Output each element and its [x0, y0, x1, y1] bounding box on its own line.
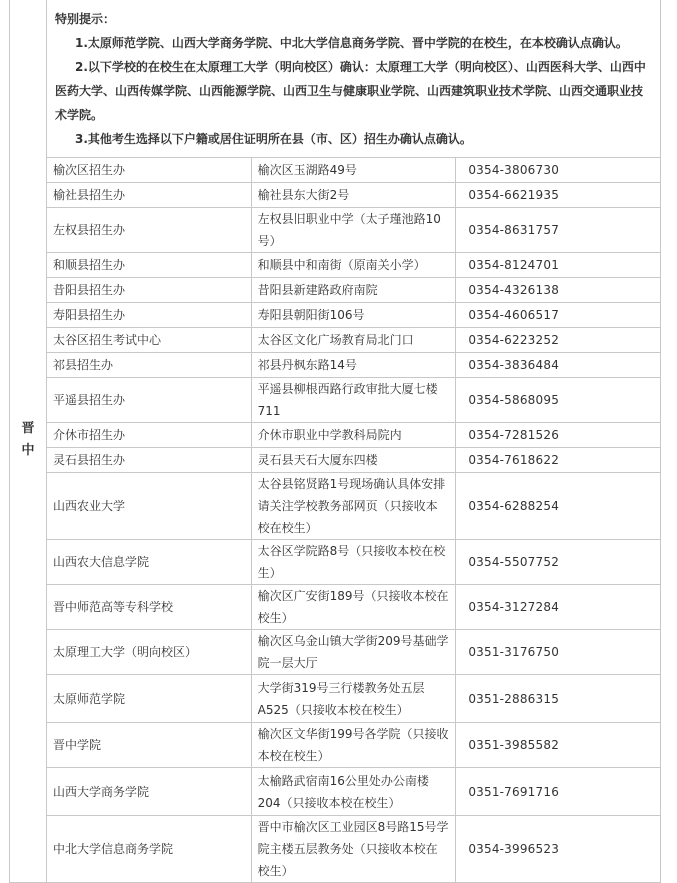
table-row [10, 423, 661, 448]
site-phone: 0354-3127284 [456, 585, 661, 630]
site-address: 左权县旧职业中学（太子瑾池路10号） [251, 208, 456, 253]
site-address: 平遥县柳根西路行政审批大厦七楼711 [251, 378, 456, 423]
site-name: 太谷区招生考试中心 [47, 328, 252, 353]
table-row [10, 353, 661, 378]
site-phone: 0351-3176750 [456, 630, 661, 675]
site-phone: 0354-6223252 [456, 328, 661, 353]
site-phone: 0354-8124701 [456, 253, 661, 278]
site-address: 太谷县铭贤路1号现场确认具体安排请关注学校教务部网页（只接收本校在校生） [251, 473, 456, 540]
site-address: 榆次区文华街199号各学院（只接收本校在校生） [251, 723, 456, 768]
site-address: 灵石县天石大厦东四楼 [251, 448, 456, 473]
site-phone: 0354-8631757 [456, 208, 661, 253]
site-phone: 0354-4606517 [456, 303, 661, 328]
table-row [10, 723, 661, 768]
site-address: 寿阳县朝阳街106号 [251, 303, 456, 328]
table-row [10, 208, 661, 253]
table-row [10, 768, 661, 816]
site-name: 榆社县招生办 [47, 183, 252, 208]
site-phone: 0354-3806730 [456, 158, 661, 183]
site-name: 左权县招生办 [47, 208, 252, 253]
notice-item: 3.其他考生选择以下户籍或居住证明所在县（市、区）招生办确认点确认。 [75, 132, 472, 146]
site-address: 昔阳县新建路政府南院 [251, 278, 456, 303]
site-address: 晋中市榆次区工业园区8号路15号学院主楼五层教务处（只接收本校在校生） [251, 816, 456, 883]
table-row [10, 630, 661, 675]
site-name: 太原理工大学（明向校区） [47, 630, 252, 675]
site-phone: 0354-3996523 [456, 816, 661, 883]
table-row [10, 816, 661, 883]
site-address: 榆次区乌金山镇大学街209号基础学院一层大厅 [251, 630, 456, 675]
site-address: 介休市职业中学教科局院内 [251, 423, 456, 448]
table-row [10, 378, 661, 423]
site-name: 榆次区招生办 [47, 158, 252, 183]
site-name: 山西农业大学 [47, 473, 252, 540]
table-row [10, 183, 661, 208]
site-name: 昔阳县招生办 [47, 278, 252, 303]
table-row [10, 278, 661, 303]
notice-item: 2.以下学校的在校生在太原理工大学（明向校区）确认：太原理工大学（明向校区）、山西医科大学、山西中医药大学、山西传媒学院、山西能源学院、山西卫生与健康职业学院、山西建筑职业技术学院、山西交通职业技术学院。 [55, 60, 646, 122]
table-row [10, 158, 661, 183]
site-address: 榆社县东大街2号 [251, 183, 456, 208]
site-name: 寿阳县招生办 [47, 303, 252, 328]
site-name: 晋中学院 [47, 723, 252, 768]
site-phone: 0354-7281526 [456, 423, 661, 448]
site-phone: 0351-3985582 [456, 723, 661, 768]
site-address: 和顺县中和南街（原南关小学） [251, 253, 456, 278]
site-phone: 0354-7618622 [456, 448, 661, 473]
notice-item: 1.太原师范学院、山西大学商务学院、中北大学信息商务学院、晋中学院的在校生，在本校确认点确认。 [75, 36, 628, 50]
site-name: 太原师范学院 [47, 675, 252, 723]
site-phone: 0351-7691716 [456, 768, 661, 816]
site-address: 祁县丹枫东路14号 [251, 353, 456, 378]
site-address: 榆次区广安街189号（只接收本校在校生） [251, 585, 456, 630]
site-phone: 0354-5507752 [456, 540, 661, 585]
site-address: 太谷区学院路8号（只接收本校在校生） [251, 540, 456, 585]
site-name: 中北大学信息商务学院 [47, 816, 252, 883]
site-phone: 0354-6621935 [456, 183, 661, 208]
table-row [10, 448, 661, 473]
table-row [10, 328, 661, 353]
site-name: 山西农大信息学院 [47, 540, 252, 585]
site-name: 灵石县招生办 [47, 448, 252, 473]
site-phone: 0354-4326138 [456, 278, 661, 303]
site-name: 和顺县招生办 [47, 253, 252, 278]
site-name: 山西大学商务学院 [47, 768, 252, 816]
table-row [10, 540, 661, 585]
site-name: 平遥县招生办 [47, 378, 252, 423]
notice-cell [47, 0, 661, 158]
site-phone: 0351-2886315 [456, 675, 661, 723]
site-address: 榆次区玉湖路49号 [251, 158, 456, 183]
site-address: 大学街319号三行楼教务处五层A525（只接收本校在校生） [251, 675, 456, 723]
site-phone: 0354-5868095 [456, 378, 661, 423]
table-row [10, 473, 661, 540]
table-row [10, 253, 661, 278]
site-address: 太谷区文化广场教育局北门口 [251, 328, 456, 353]
table-row [10, 585, 661, 630]
confirmation-sites-table [9, 0, 661, 883]
site-name: 祁县招生办 [47, 353, 252, 378]
notice-row [10, 0, 661, 158]
notice-title: 特别提示： [55, 12, 116, 26]
table-row [10, 675, 661, 723]
region-label: 晋中 [21, 420, 35, 458]
region-cell [10, 0, 47, 883]
site-phone: 0354-3836484 [456, 353, 661, 378]
site-phone: 0354-6288254 [456, 473, 661, 540]
table-row [10, 303, 661, 328]
site-name: 介休市招生办 [47, 423, 252, 448]
site-address: 太榆路武宿南16公里处办公南楼204（只接收本校在校生） [251, 768, 456, 816]
site-name: 晋中师范高等专科学校 [47, 585, 252, 630]
